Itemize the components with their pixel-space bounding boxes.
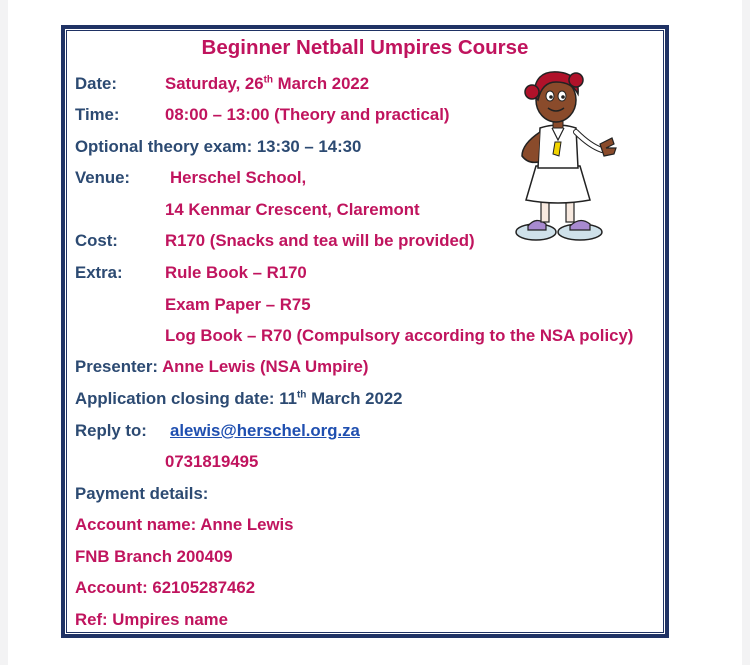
extra-item: Rule Book – R170 [165,263,307,282]
document-title: Beginner Netball Umpires Course [201,36,529,59]
extra-label: Extra: [75,263,123,282]
cost-value: R170 (Snacks and tea will be provided) [165,231,475,250]
exam-row [75,137,361,157]
presenter-value: Anne Lewis (NSA Umpire) [162,357,369,376]
reply-label: Reply to: [75,421,147,440]
closing-label: Application closing date: [75,389,275,408]
closing-value: 11th March 2022 [279,389,403,408]
exam-value: 13:30 – 14:30 [256,137,362,156]
time-value: 08:00 – 13:00 (Theory and practical) [165,105,450,124]
extra-item: Exam Paper – R75 [165,295,311,314]
venue-label: Venue: [75,168,131,187]
venue-line1: Herschel School, [170,168,307,187]
cost-label: Cost: [75,231,118,250]
time-label: Time: [75,105,120,124]
payment-label: Payment details: [75,484,209,503]
account-number: Account: 62105287462 [75,578,256,597]
extra-item: Log Book – R70 (Compulsory according to the NSA policy) [165,326,634,345]
umpire-cartoon-illustration [508,66,620,246]
closing-row [75,389,403,409]
phone-number: 0731819495 [165,452,259,471]
account-name: Account name: Anne Lewis [75,515,294,534]
branch: FNB Branch 200409 [75,547,233,566]
reference: Ref: Umpires name [75,610,228,629]
venue-line2: 14 Kenmar Crescent, Claremont [165,200,420,219]
presenter-row [75,357,368,377]
date-value: Saturday, 26th March 2022 [165,74,370,93]
presenter-label: Presenter: [75,357,159,376]
exam-label: Optional theory exam: [75,137,253,156]
date-label: Date: [75,74,117,93]
email-link[interactable]: alewis@herschel.org.za [170,421,360,440]
